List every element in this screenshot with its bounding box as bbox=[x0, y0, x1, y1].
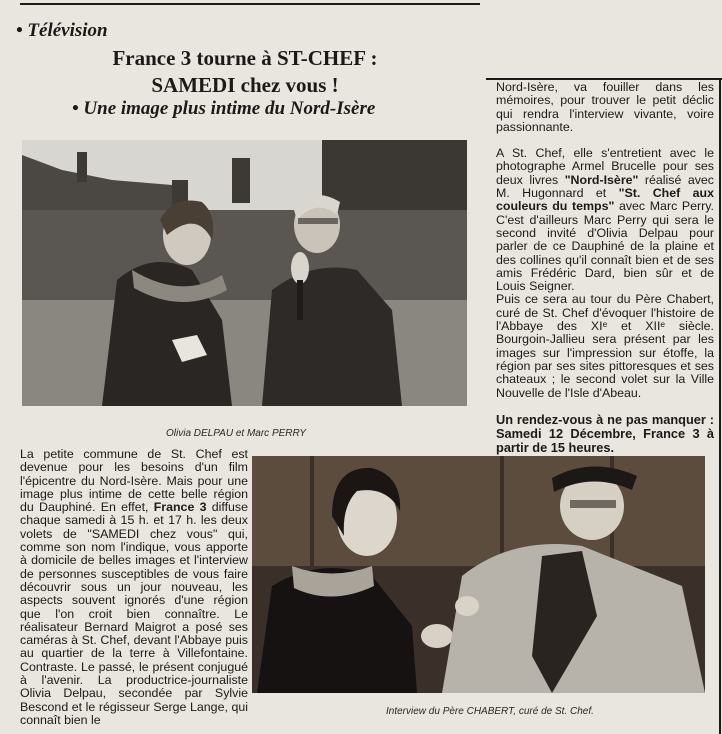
right-text-2a: A St. Chef, elle s'entretient avec le photographe Armel Brucelle pour ses deux livres bbox=[496, 146, 714, 187]
closing-announcement: Un rendez-vous à ne pas manquer : Samedi 12 Décembre, France 3 à partir de 15 heures. bbox=[496, 411, 714, 455]
photo1-caption: Olivia DELPAU et Marc PERRY bbox=[166, 428, 307, 439]
right-text-2c: réalisé avec M. Hugonnard et bbox=[496, 172, 714, 201]
headline-line-1: France 3 tourne à ST-CHEF : bbox=[112, 46, 378, 70]
right-text-bold-stchef-couleurs: "St. Chef aux couleurs du temps" bbox=[496, 186, 714, 214]
photo-chabert-interview bbox=[252, 456, 705, 693]
left-text-1: La petite commune de St. Chef est devenue pour les besoins d'un film l'épicentre du Nord-Isère. Mais pour une image plus intime de cette belle région du Dauphiné. En effet, bbox=[20, 447, 248, 515]
right-border-rule bbox=[719, 78, 721, 734]
left-column-paragraph bbox=[20, 448, 248, 727]
right-paragraph-3: Puis ce sera au tour du Père Chabert, curé de St. Chef d'évoquer l'histoire de l'Abbaye des XIᵉ et XIIᵉ siècle. Bourgoin-Jallieu sera présent par les images sur l'impression sur étoffe, la région par ses sites pittoresques et ses chateaux ; le second volet sur la Ville Nouvelle de l'Isle d'Abeau. bbox=[496, 292, 714, 400]
headline-line-2: SAMEDI chez vous ! bbox=[151, 73, 339, 97]
left-column-text bbox=[20, 448, 248, 727]
left-text-bold-france3: France 3 bbox=[153, 500, 207, 515]
right-paragraph-1: Nord-Isère, va fouiller dans les mémoires, pour trouver le petit déclic qui rendra l'interview vivante, voire passionnante. bbox=[496, 80, 714, 134]
photo2-caption: Interview du Père CHABERT, curé de St. Chef. bbox=[386, 706, 594, 717]
section-label: • Télévision bbox=[16, 20, 108, 41]
right-column-text bbox=[496, 81, 714, 468]
right-text-2e: avec Marc Perry. C'est d'ailleurs Marc Perry qui sera le second invité d'Olivia Delpau pour parler de ce Dauphiné de la plaine et des collines qu'il connaît bien et de ses amis Frédéric Dard, bien sûr et de Louis Seigner. bbox=[496, 199, 714, 294]
subheadline: • Une image plus intime du Nord-Isère bbox=[72, 98, 376, 119]
right-paragraph-2 bbox=[496, 147, 714, 293]
photo-delpau-perry bbox=[22, 140, 467, 406]
top-rule bbox=[20, 3, 480, 5]
right-text-bold-nord-isere: "Nord-Isère" bbox=[564, 172, 639, 187]
left-text-2: diffuse chaque samedi à 15 h. et 17 h. les deux volets de "SAMEDI chez vous" qui, comme son nom l'indique, vous apporte à domicile de belles images et l'interview de personnes susceptibles de vous faire découvrir sous un jour nouveau, les aspects souvent ignorés d'une région que l'on croit bien connaître. Le réalisateur Bernard Maigrot a posé ses caméras à St. Chef, devant l'Abbaye puis au quartier de la terre à Villefontaine. Contraste. Le passé, le présent conjugué à l'avenir. La productrice-journaliste Olivia Delpau, secondée par Sylvie Bescond et le régisseur Serge Lange, qui connaît bien le bbox=[20, 500, 248, 727]
